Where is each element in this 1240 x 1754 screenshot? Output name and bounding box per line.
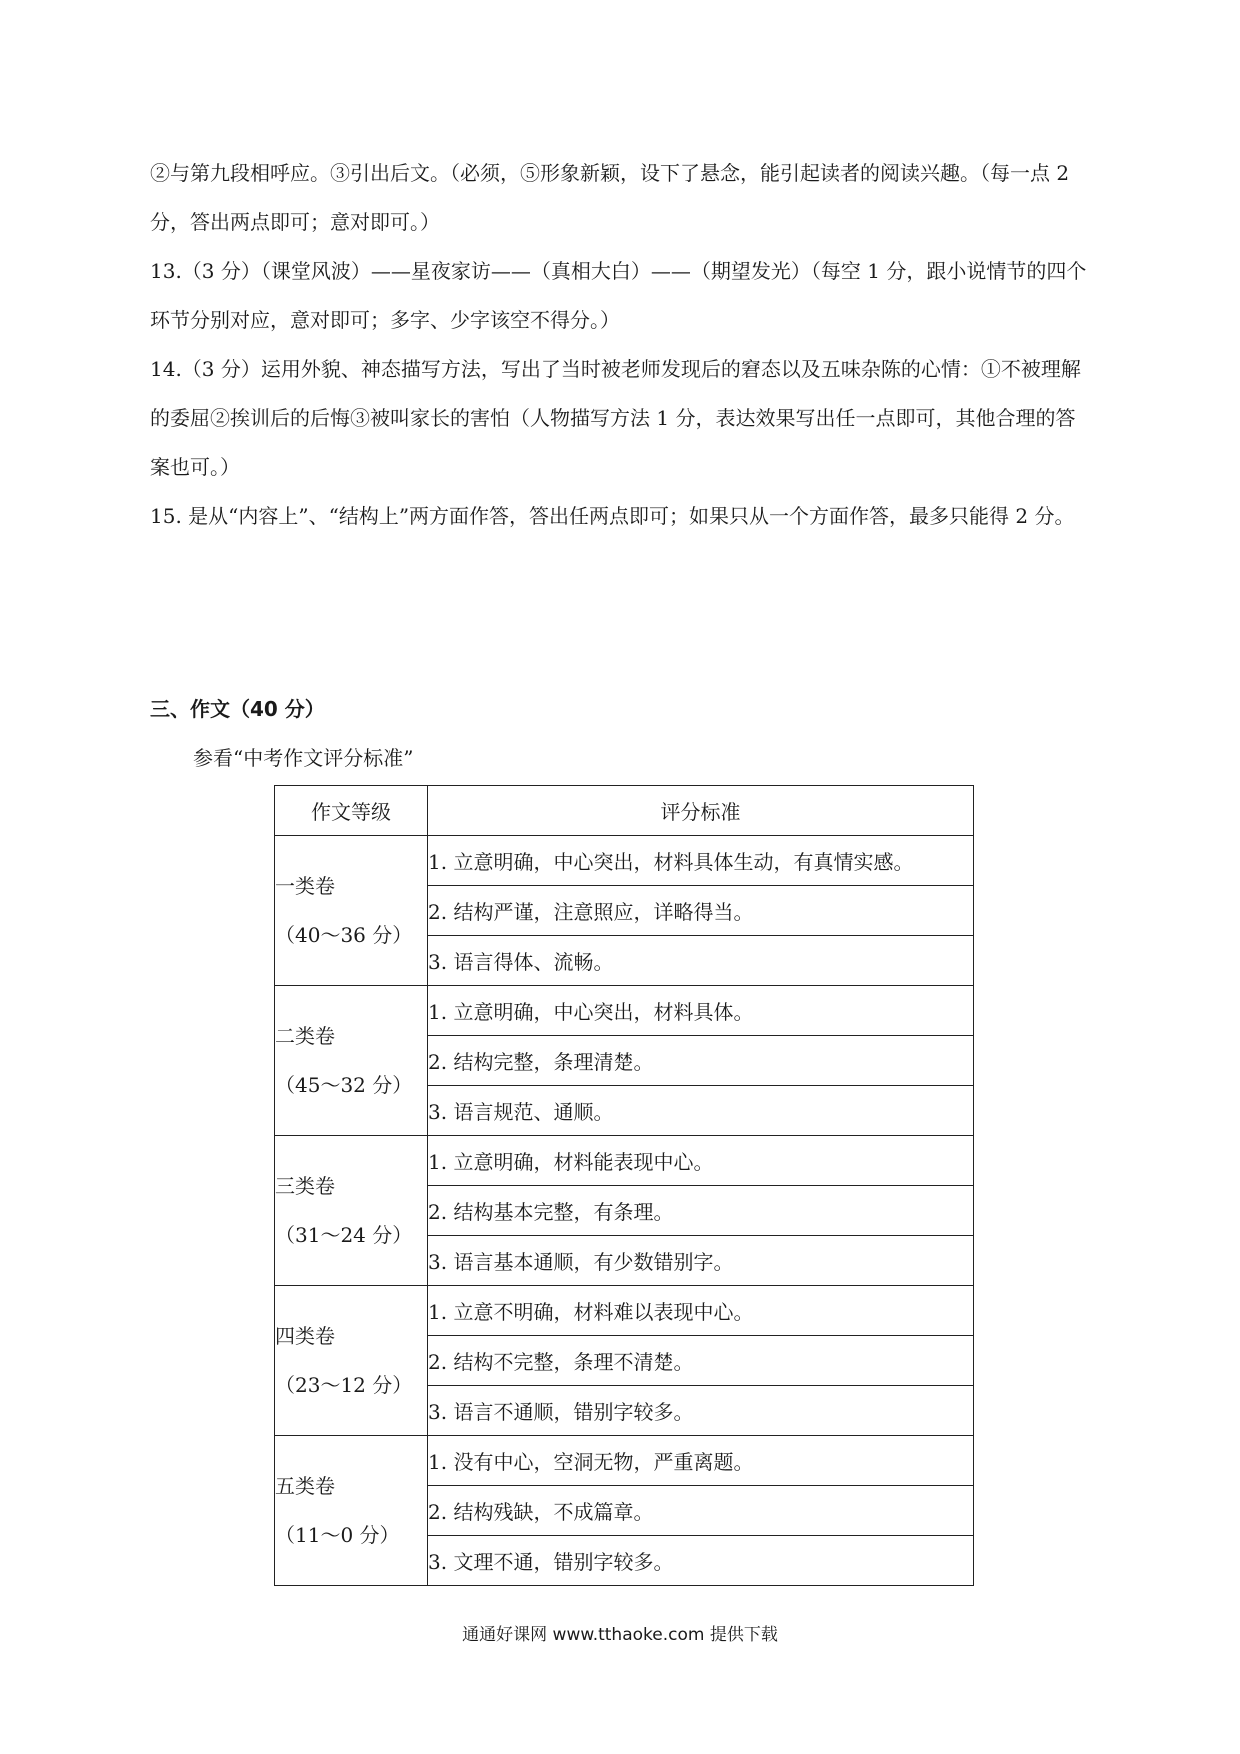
criteria-cell: 3. 语言基本通顺，有少数错别字。 [428, 1236, 974, 1286]
criteria-cell: 1. 没有中心，空洞无物，严重离题。 [428, 1436, 974, 1486]
criteria-cell: 1. 立意明确，中心突出，材料具体生动，有真情实感。 [428, 836, 974, 886]
criteria-cell: 1. 立意明确，中心突出，材料具体。 [428, 986, 974, 1036]
criteria-cell: 2. 结构基本完整，有条理。 [428, 1186, 974, 1236]
footer-download-note: 通通好课网 www.tthaoke.com 提供下载 [462, 1625, 778, 1645]
grading-table [274, 785, 974, 1586]
table-row [275, 986, 974, 1036]
table-header-row [275, 786, 974, 836]
answer-q12: ②与第九段相呼应。③引出后文。（必须，⑤形象新颖，设下了悬念，能引起读者的阅读兴趣。（每一点 2 分，答出两点即可；意对即可。） [150, 161, 1070, 234]
level-range: （23～12 分） [275, 1372, 413, 1397]
level-cell [275, 1286, 428, 1436]
level-name: 一类卷 [275, 873, 335, 898]
level-cell [275, 1436, 428, 1586]
level-cell [275, 836, 428, 986]
section-title: 三、作文（40 分） [150, 697, 325, 721]
level-range: （31～24 分） [275, 1222, 413, 1247]
level-range: （40～36 分） [275, 922, 413, 947]
criteria-cell: 3. 语言不通顺，错别字较多。 [428, 1386, 974, 1436]
criteria-cell: 3. 语言规范、通顺。 [428, 1086, 974, 1136]
level-range: （45～32 分） [275, 1072, 413, 1097]
level-name: 四类卷 [275, 1323, 335, 1348]
criteria-cell: 3. 语言得体、流畅。 [428, 936, 974, 986]
criteria-cell: 2. 结构严谨，注意照应，详略得当。 [428, 886, 974, 936]
answer-q14: 14.（3 分）运用外貌、神态描写方法，写出了当时被老师发现后的窘态以及五味杂陈的心情：①不被理解的委屈②挨训后的后悔③被叫家长的害怕（人物描写方法 1 分，表达效果写出任一点即可，其他合理的答案也可。） [150, 357, 1081, 479]
criteria-cell: 2. 结构不完整，条理不清楚。 [428, 1336, 974, 1386]
level-cell [275, 986, 428, 1136]
level-name: 二类卷 [275, 1023, 335, 1048]
answer-q15: 15. 是从“内容上”、“结构上”两方面作答，答出任两点即可；如果只从一个方面作答，最多只能得 2 分。 [150, 504, 1075, 528]
criteria-cell: 1. 立意明确，材料能表现中心。 [428, 1136, 974, 1186]
level-cell [275, 1136, 428, 1286]
level-range: （11～0 分） [275, 1522, 400, 1547]
criteria-cell: 1. 立意不明确，材料难以表现中心。 [428, 1286, 974, 1336]
header-level: 作文等级 [275, 786, 428, 836]
table-row [275, 1436, 974, 1486]
section-intro: 参看“中考作文评分标准” [193, 746, 414, 770]
table-row [275, 1136, 974, 1186]
criteria-cell: 2. 结构残缺，不成篇章。 [428, 1486, 974, 1536]
criteria-cell: 3. 文理不通，错别字较多。 [428, 1536, 974, 1586]
criteria-cell: 2. 结构完整，条理清楚。 [428, 1036, 974, 1086]
table-row [275, 836, 974, 886]
level-name: 五类卷 [275, 1473, 335, 1498]
answer-q13: 13.（3 分）（课堂风波）——星夜家访——（真相大白）——（期望发光）（每空 1 分，跟小说情节的四个环节分别对应，意对即可；多字、少字该空不得分。） [150, 259, 1087, 332]
header-criteria: 评分标准 [428, 786, 974, 836]
table-row [275, 1286, 974, 1336]
level-name: 三类卷 [275, 1173, 335, 1198]
